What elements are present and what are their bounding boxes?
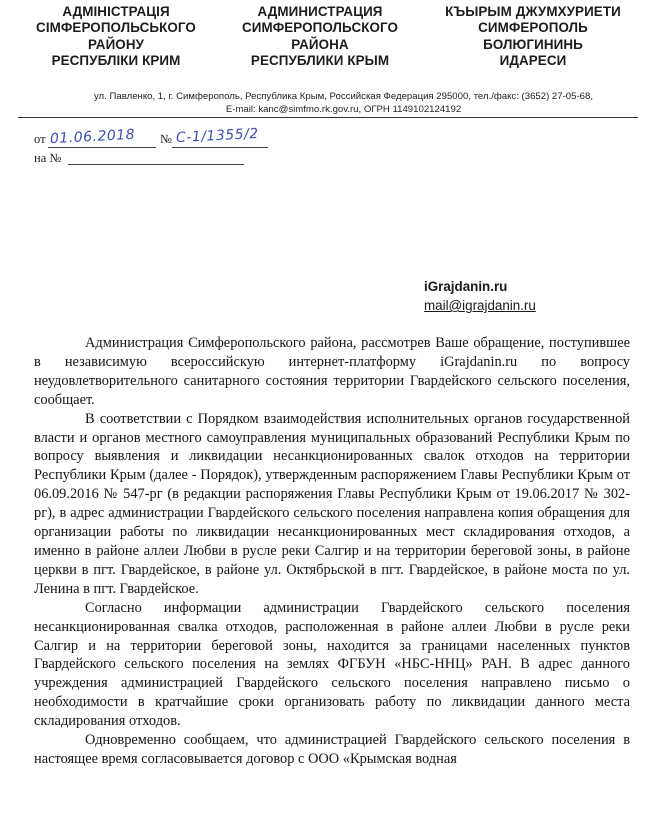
- header-crh-line: КЪЫРЫМ ДЖУМХУРИЕТИ: [445, 4, 621, 19]
- header-ukr-line: АДМІНІСТРАЦІЯ: [62, 4, 170, 19]
- handwritten-number: С-1/1355/2: [175, 125, 260, 147]
- letter-body: [34, 334, 630, 769]
- reg-number-sign: №: [160, 132, 172, 146]
- header-ukr-line: РЕСПУБЛІКИ КРИМ: [51, 53, 181, 69]
- contacts-line: E-mail: kanc@simfmo.rk.gov.ru, ОГРН 1149102124192: [225, 104, 462, 115]
- body-paragraph: Согласно информации администрации Гвардейского сельского поселения несанкционированная свалка отходов, расположенная в районе аллеи Любви в русле реки Салгир и на территории береговой зоны, находится за границами населенных пунктов Гвардейского сельского поселения на землях ФГБУН «НБС-ННЦ» РАН. В адрес данного учреждения администрацией Гвардейского сельского поселения направлено письмо о необходимости в кратчайшие сроки организовать работу по ликвидации данного места складирования отходов.: [34, 599, 630, 730]
- header-rus-line: СИМФЕРОПОЛЬСКОГО: [241, 20, 399, 36]
- header-ukr-line: РАЙОНУ: [87, 36, 145, 52]
- body-paragraph: Администрация Симферопольского района, рассмотрев Ваше обращение, поступившее в независимую всероссийскую интернет-платформу iGrajdanin.ru по вопросу неудовлетворительного санитарного состояния территории Гвардейского сельского поселения, сообщает.: [34, 335, 630, 408]
- header-crimean-tatar: [428, 4, 638, 70]
- reg-number-line: [172, 147, 268, 148]
- header-rus-line: РАЙОНА: [291, 36, 349, 52]
- handwritten-date: 01.06.2018: [49, 126, 136, 148]
- header-rus-line: АДМИНИСТРАЦИЯ: [257, 4, 383, 19]
- reg-date-line: [48, 147, 156, 148]
- body-paragraph: Одновременно сообщаем, что администрацией Гвардейского сельского поселения в настоящее время согласовывается договор с ООО «Крымская водная: [34, 732, 630, 767]
- header-crh-line: СИМФЕРОПОЛЬ: [478, 20, 588, 36]
- header-rus-line: РЕСПУБЛИКИ КРЫМ: [250, 53, 390, 69]
- header-crh-line: ИДАРЕСИ: [499, 53, 567, 69]
- header-crh-line: БОЛЮГИНИНЬ: [483, 36, 583, 52]
- header-russian: [222, 4, 418, 70]
- header-ukr-line: СІМФЕРОПОЛЬСЬКОГО: [36, 20, 196, 36]
- header-ukrainian: [18, 4, 214, 70]
- reg-from-label: от: [34, 132, 46, 146]
- address-line: ул. Павленко, 1, г. Симферополь, Республика Крым, Российская Федерация 295000, тел./факс: (3652) 27-05-68,: [93, 91, 594, 102]
- reg-to-label: на №: [34, 151, 62, 165]
- header-divider: [18, 117, 638, 118]
- recipient-name: iGrajdanin.ru: [424, 279, 508, 294]
- reg-to-line: [68, 164, 244, 165]
- recipient-email[interactable]: mail@igrajdanin.ru: [424, 298, 536, 313]
- body-paragraph: В соответствии с Порядком взаимодействия исполнительных органов государственной власти и органов местного самоуправления муниципальных образований Республики Крым по вопросу выявления и ликвидации несанкционированных свалок отходов на территории Республики Крым (далее - Порядок), утвержденным распоряжением Главы Республики Крым от 06.09.2016 № 547-рг (в редакции распоряжения Главы Республики Крым от 19.06.2017 № 302-рг), в адрес администрации Гвардейского сельского поселения направлена копия обращения для организации работы по ликвидации несанкционированных мест складирования отходов, а именно в районе аллеи Любви в русле реки Салгир и на территории береговой зоны, в районе церкви в пгт. Гвардейское, в районе ул. Октябрьской в пгт. Гвардейское, в районе моста по ул. Ленина в пгт. Гвардейское.: [34, 410, 630, 597]
